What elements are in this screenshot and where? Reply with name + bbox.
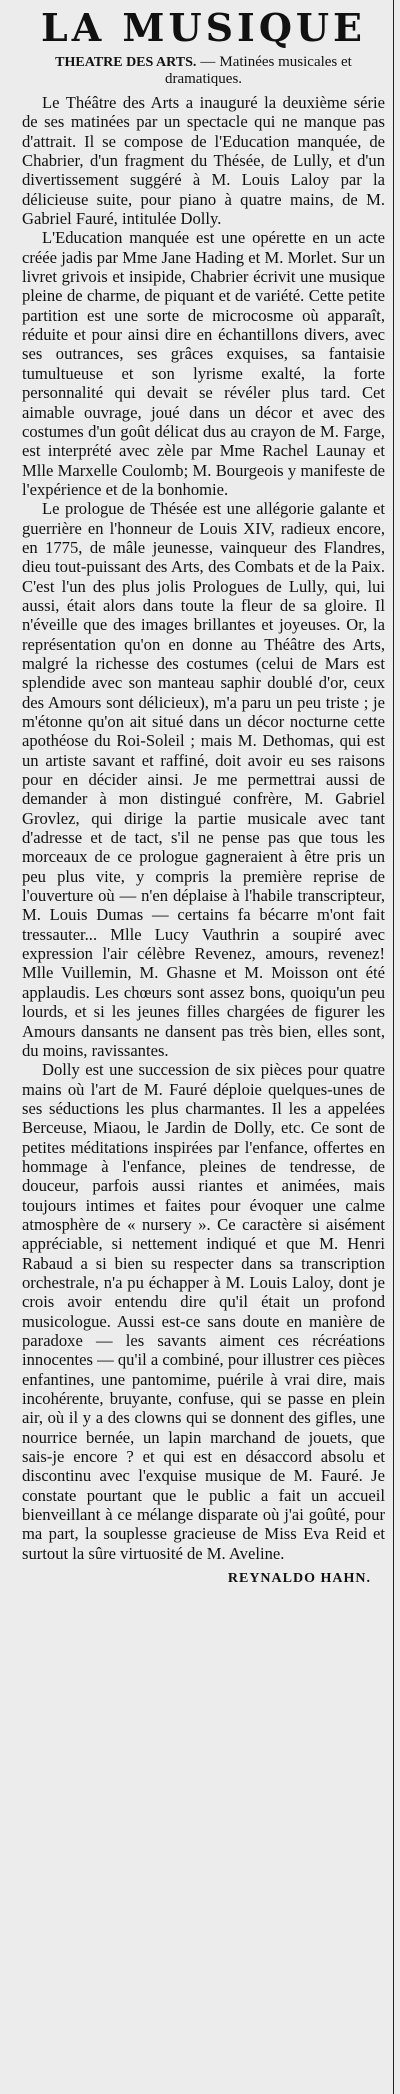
subhead-lead: THEATRE DES ARTS. <box>55 55 197 70</box>
article-body <box>22 93 385 1563</box>
article-subhead <box>22 54 385 87</box>
paragraph: Dolly est une succession de six pièces pour quatre mains où l'art de M. Fauré déploie quelques-unes de ses séductions les plus charmantes. Il les a appelées Berceuse, Miaou, le Jardin de Dolly, etc. Ce sont de petites méditations inspirées par l'enfance, offertes en hommage à l'enfance, pleines de tendresse, de douceur, parfois aussi riantes et animées, mais toujours intimes et faites pour évoquer une calme atmosphère de « nursery ». Ce caractère si aisément appréciable, si nettement indiqué et que M. Henri Rabaud a si bien su respecter dans sa transcription orchestrale, n'a pu échapper à M. Louis Laloy, dont je crois avoir entendu dire qu'il était un profond musicologue. Aussi est-ce sans doute en manière de paradoxe — les savants aiment ces récréations innocentes — qu'il a combiné, pour illustrer ces pièces enfantines, une pantomime, puérile à vrai dire, mais incohérente, bruyante, confuse, qui se passe en plein air, où il y a des clowns qui se donnent des gifles, une nourrice bernée, un lapin marchand de jouets, que sais-je encore ? et qui est en désaccord absolu et discontinu avec l'exquise musique de M. Fauré. Je constate pourtant que le public a fait un accueil bienveillant à ce mélange disparate où j'ai goûté, pour ma part, la souplesse gracieuse de Miss Eva Reid et surtout la sûre virtuosité de M. Aveline. <box>22 1060 385 1563</box>
paragraph: Le Théâtre des Arts a inauguré la deuxième série de ses matinées par un spectacle qui ne manque pas d'attrait. Il se compose de l'Education manquée, de Chabrier, d'un fragment du Thésée, de Lully, et d'un divertissement suggéré à M. Louis Laloy par la délicieuse suite, pour piano à quatre mains, de M. Gabriel Fauré, intitulée Dolly. <box>22 93 385 229</box>
paragraph: L'Education manquée est une opérette en un acte créée jadis par Mme Jane Hading et M. Morlet. Sur un livret grivois et insipide, Chabrier écrivit une musique pleine de charme, de piquant et de variété. Cette petite partition est une sorte de microcosme où apparaît, réduite et pour ainsi dire en échantillons divers, avec ses outrances, ses grâces exquises, sa fantaisie tumultueuse et son lyrisme exalté, la forte personnalité qui devait se révéler plus tard. Cet aimable ouvrage, joué dans un décor et avec des costumes d'un goût délicat dus au crayon de M. Farge, est interprété avec zèle par Mme Rachel Launay et Mlle Marxelle Coulomb; M. Bourgeois y manifeste de l'expérience et de la bonhomie. <box>22 228 385 499</box>
page-title: LA MUSIQUE <box>40 5 367 50</box>
newspaper-column <box>8 0 394 2094</box>
subhead-dash: — <box>200 54 216 70</box>
paragraph: Le prologue de Thésée est une allégorie galante et guerrière en l'honneur de Louis XIV, radieux encore, en 1775, de mâle jeunesse, vainqueur des Flandres, dieu tout-puissant des Arts, des Combats et de la Paix. C'est l'un des plus jolis Prologues de Lully, qui, lui aussi, était alors dans toute la fleur de sa gloire. Il n'éveille que des images brillantes et joyeuses. Or, la représentation qu'on en donne au Théâtre des Arts, malgré la richesse des costumes (celui de Mars est splendide avec son manteau saphir doublé d'or, ceux des Amours sont délicieux), m'a paru un peu triste ; je m'étonne qu'on ait situé dans un décor nocturne cette apothéose du Roi-Soleil ; mais M. Dethomas, qui est un artiste savant et raffiné, doit avoir eu ses raisons pour en décider ainsi. Je me permettrai aussi de demander à mon distingué confrère, M. Gabriel Grovlez, qui dirige la partie musicale avec tant d'adresse et de tact, s'il ne pense pas que tous les morceaux de ce prologue gagneraient à être pris un peu plus vite, y compris la première reprise de l'ouverture où — n'en déplaise à l'habile transcripteur, M. Louis Dumas — certains fa bécarre m'ont fait tressauter... Mlle Lucy Vauthrin a soupiré avec expression l'air célèbre Revenez, amours, revenez! Mlle Vuillemin, M. Ghasne et M. Moisson ont été applaudis. Les chœurs sont assez bons, quoiqu'un peu lourds, et si les jeunes filles chargées de figurer les Amours dansants ne dansent pas très bien, elles sont, du moins, ravissantes. <box>22 499 385 1060</box>
subhead-rest: Matinées musicales et dramatiques. <box>164 54 352 87</box>
author-signature: REYNALDO HAHN. <box>227 1571 371 1587</box>
